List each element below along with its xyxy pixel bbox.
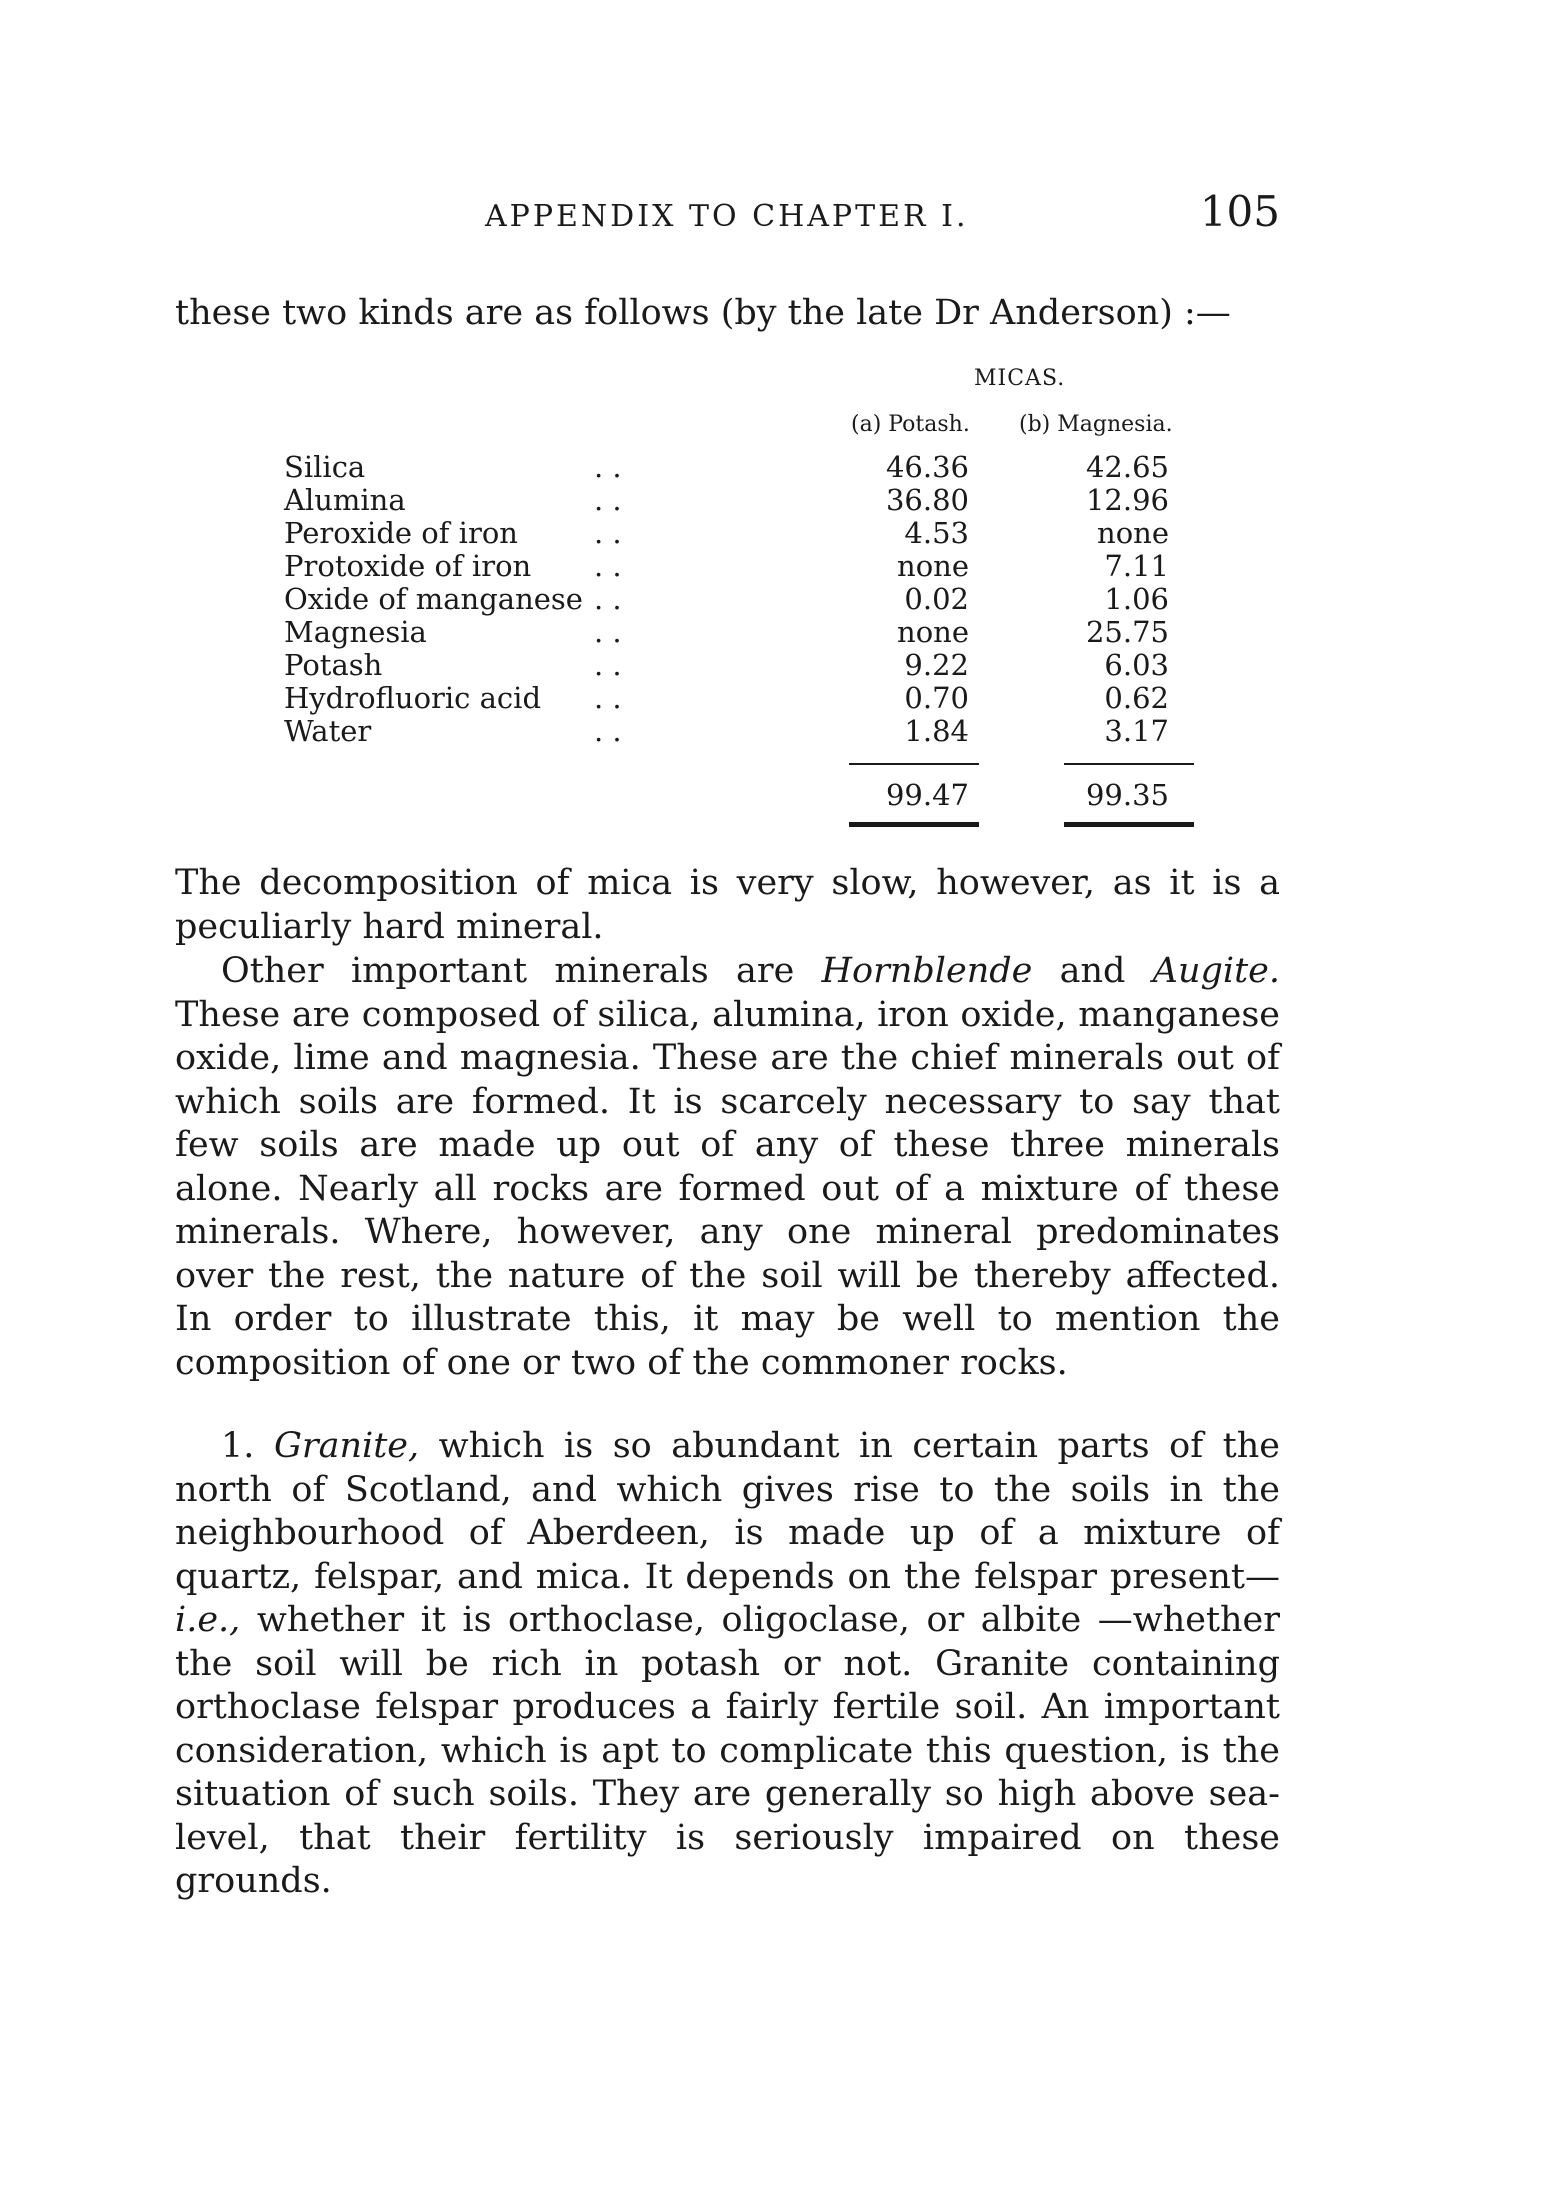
row-label: Potash xyxy=(284,648,383,682)
italic-term-hornblende: Hornblende xyxy=(821,951,1033,991)
row-leader: . . xyxy=(594,582,622,616)
row-leader: . . xyxy=(594,714,622,748)
row-label: Oxide of manganese xyxy=(284,582,583,616)
col-header-potash: (a) Potash. xyxy=(851,412,970,437)
magnesia-value: 6.03 xyxy=(1104,648,1169,682)
potash-value: 9.22 xyxy=(904,648,969,682)
total-potash: 99.47 xyxy=(885,778,969,812)
list-number: 1. xyxy=(221,1426,274,1466)
table-row xyxy=(284,681,1224,714)
text-run: which is so abundant in certain parts of the north of Scotland, and which gives rise to the soils in the neighbourhood of Aberdeen, is made up of a mixture of quartz, felspar, and mica. It depends on the felspar present— xyxy=(175,1426,1280,1597)
potash-value: 4.53 xyxy=(904,516,969,550)
row-label: Protoxide of iron xyxy=(284,549,532,583)
paragraph-mica-decomposition: The decomposition of mica is very slow, however, as it is a peculiarly hard mineral. xyxy=(175,863,1280,947)
table-row xyxy=(284,648,1224,681)
mica-composition-table xyxy=(284,366,1224,826)
col-header-magnesia: (b) Magnesia. xyxy=(1019,412,1173,437)
italic-term-granite: Granite, xyxy=(273,1426,420,1466)
magnesia-value: 7.11 xyxy=(1104,549,1169,583)
row-label: Magnesia xyxy=(284,615,427,649)
table-row xyxy=(284,483,1224,516)
magnesia-value: 1.06 xyxy=(1104,582,1169,616)
potash-value: 36.80 xyxy=(885,483,969,517)
row-leader: . . xyxy=(594,549,622,583)
table-row xyxy=(284,714,1224,747)
micas-group-header: MICAS. xyxy=(974,366,1066,391)
potash-value: none xyxy=(897,549,969,583)
page-header xyxy=(175,187,1280,245)
double-rule-potash xyxy=(849,822,979,827)
table-row xyxy=(284,549,1224,582)
row-leader: . . xyxy=(594,648,622,682)
magnesia-value: 0.62 xyxy=(1104,681,1169,715)
row-label: Alumina xyxy=(284,483,406,517)
potash-value: 0.70 xyxy=(904,681,969,715)
double-rule-magnesia xyxy=(1064,822,1194,827)
row-label: Peroxide of iron xyxy=(284,516,518,550)
table-row xyxy=(284,582,1224,615)
paragraph-other-minerals xyxy=(175,950,1280,1385)
italic-abbrev-ie: i.e., xyxy=(175,1600,241,1640)
row-leader: . . xyxy=(594,681,622,715)
text-run: whether it is orthoclase, oligoclase, or albite —whether the soil will be rich in potash or not. Granite containing orthoclase felspar produces a fairly fertile soil. An important consideration, which is apt to complicate this question, is the situation of such soils. They are generally so high above sea-level, that their fertility is seriously impaired on these grounds. xyxy=(175,1600,1280,1901)
text-run: and xyxy=(1032,951,1153,991)
row-leader: . . xyxy=(594,450,622,484)
potash-value: 1.84 xyxy=(904,714,969,748)
text-run: These are composed of silica, alumina, iron oxide, manganese oxide, lime and magnesia. These are the chief minerals out of which soils are formed. It is scarcely necessary to say that few soils are made up out of any of these three minerals alone. Nearly all rocks are formed out of a mixture of these minerals. Where, however, any one mineral predominates over the rest, the nature of the soil will be thereby affected. In order to illustrate this, it may be well to mention the composition of one or two of the commoner rocks. xyxy=(175,994,1280,1383)
text-run: Other important minerals are xyxy=(221,951,822,991)
row-leader: . . xyxy=(594,615,622,649)
table-row xyxy=(284,450,1224,483)
magnesia-value: 3.17 xyxy=(1104,714,1169,748)
row-leader: . . xyxy=(594,483,622,517)
table-row xyxy=(284,516,1224,549)
magnesia-value: 12.96 xyxy=(1085,483,1169,517)
row-label: Water xyxy=(284,714,372,748)
intro-paragraph: these two kinds are as follows (by the late Dr Anderson) :— xyxy=(175,293,1231,333)
sum-rule-potash xyxy=(849,763,979,765)
total-magnesia: 99.35 xyxy=(1085,778,1169,812)
magnesia-value: 42.65 xyxy=(1085,450,1169,484)
row-leader: . . xyxy=(594,516,622,550)
italic-term-augite: Augite. xyxy=(1152,951,1280,991)
magnesia-value: 25.75 xyxy=(1085,615,1169,649)
magnesia-value: none xyxy=(1097,516,1169,550)
paragraph-granite xyxy=(175,1425,1280,1904)
table-row xyxy=(284,615,1224,648)
page-number: 105 xyxy=(1199,187,1280,236)
potash-value: none xyxy=(897,615,969,649)
potash-value: 0.02 xyxy=(904,582,969,616)
row-label: Silica xyxy=(284,450,366,484)
potash-value: 46.36 xyxy=(885,450,969,484)
row-label: Hydrofluoric acid xyxy=(284,681,542,715)
sum-rule-magnesia xyxy=(1064,763,1194,765)
running-head: APPENDIX TO CHAPTER I. xyxy=(485,199,969,234)
